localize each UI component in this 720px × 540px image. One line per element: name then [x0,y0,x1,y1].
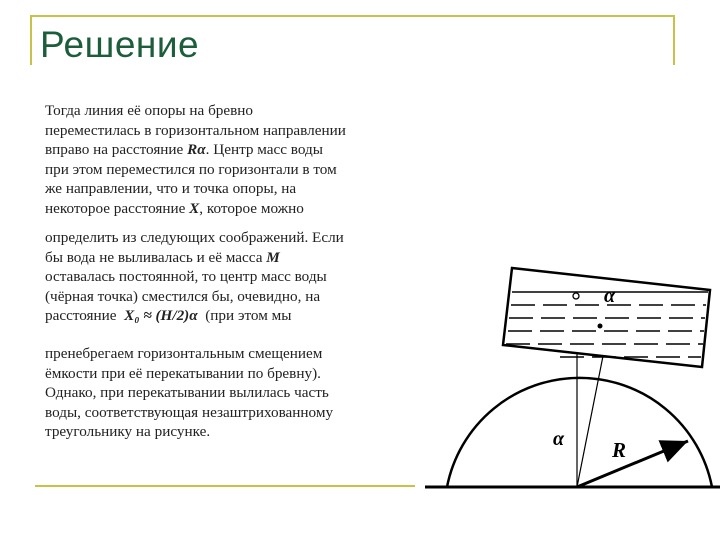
initial-center-marker [573,293,579,299]
math-r-alpha: Rα [187,141,206,158]
p2-line-1: определить из следующих соображений. Если [45,229,344,246]
p1-line-2: переместилась в горизонтальном направлении [45,121,346,139]
p3-line-5: треугольнику на рисунке. [45,423,211,440]
math-m: M [266,248,280,266]
r-arrow [577,441,688,487]
p2-line-3: оставалась постоянной, то центр масс воды [45,268,327,285]
math-x0: X₀ ≈ (H/2)α [124,307,198,324]
p1-line-3: вправо на расстояние Rα. Центр масс воды [45,141,323,158]
p2-line-5: расстояние X₀ ≈ (H/2)α (при этом мы [45,307,292,324]
p2-line-4: (чёрная точка) сместился бы, очевидно, на [45,287,321,305]
p3-line-4: воды, соответствующая незаштрихованному [45,403,334,421]
p3-line-1: пренебрегаем горизонтальным смещением [45,345,323,362]
p2-line-2: бы вода не выливалась и её масса M [45,248,280,266]
slide-title: Решение [40,24,200,65]
p3-line-2: ёмкости при её перекатывании по бревну). [45,364,321,382]
p3-line-3: Однако, при перекатывании вылилась часть [45,384,329,401]
log-arc [447,378,712,487]
p1-line-6: некоторое расстояние X, которое можно [45,199,304,217]
p1-line-4: при этом переместился по горизонтали в том [45,160,337,178]
label-r: R [612,438,627,462]
p1-line-1: Тогда линия её опоры на бревно [45,102,254,119]
radius-line [577,356,603,487]
label-alpha-side: α [553,428,565,450]
label-alpha-top: α [604,285,616,307]
center-of-mass-dot [598,324,603,329]
math-x: X [189,199,200,217]
p1-line-5: же направлении, что и точка опоры, на [45,180,297,197]
